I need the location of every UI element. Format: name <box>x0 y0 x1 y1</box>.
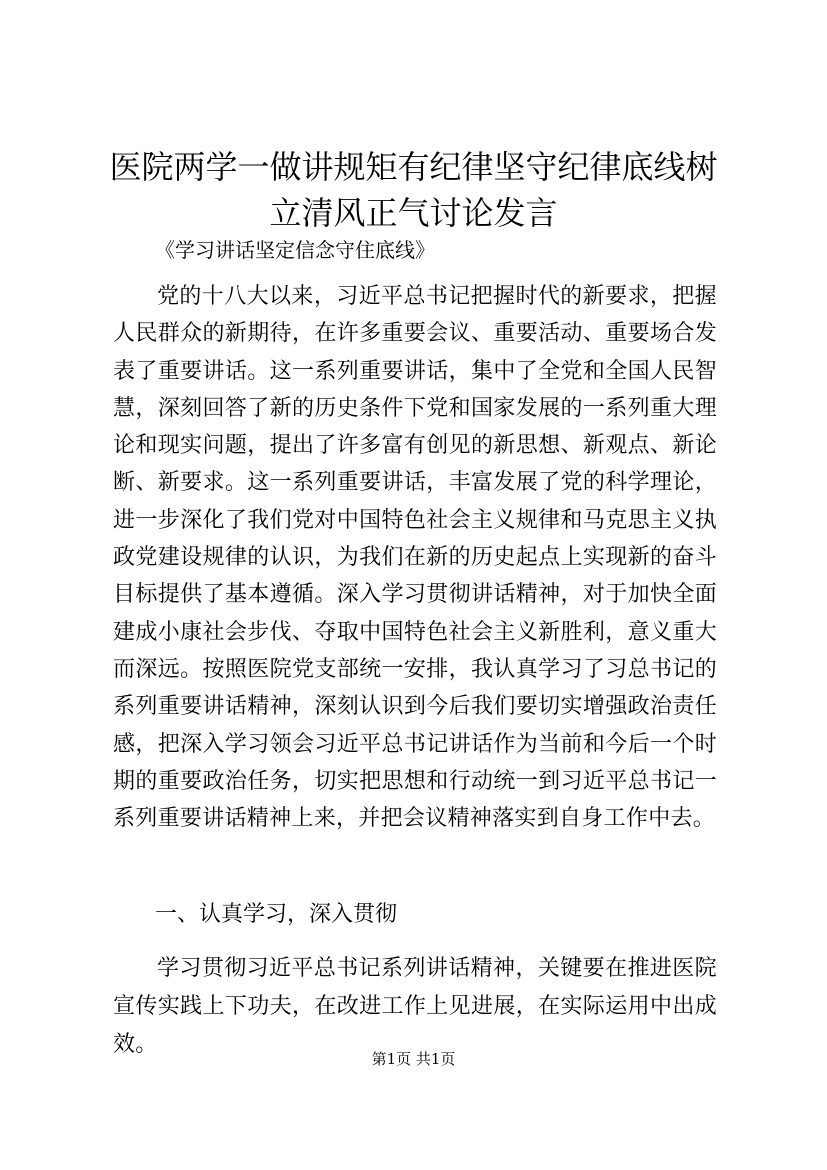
paragraph-1: 党的十八大以来，习近平总书记把握时代的新要求，把握人民群众的新期待，在许多重要会议、重要活动、重要场合发表了重要讲话。这一系列重要讲话，集中了全党和全国人民智慧，深刻回答了新的历史条件下党和国家发展的一系列重大理论和现实问题，提出了许多富有创见的新思想、新观点、新论断、新要求。这一系列重要讲话，丰富发展了党的科学理论，进一步深化了我们党对中国特色社会主义规律和马克思主义执政党建设规律的认识，为我们在新的历史起点上实现新的奋斗目标提供了基本遵循。深入学习贯彻讲话精神，对于加快全面建成小康社会步伐、夺取中国特色社会主义新胜利，意义重大而深远。按照医院党支部统一安排，我认真学习了习总书记的系列重要讲话精神，深刻认识到今后我们要切实增强政治责任感，把深入学习领会习近平总书记讲话作为当前和今后一个时期的重要政治任务，切实把思想和行动统一到习近平总书记一系列重要讲话精神上来，并把会议精神落实到自身工作中去。 <box>113 284 717 832</box>
document-title: 医院两学一做讲规矩有纪律坚守纪律底线树立清风正气讨论发言 <box>109 148 718 232</box>
body-section-intro <box>113 278 717 837</box>
section-heading-1: 一、认真学习，深入贯彻 <box>155 902 398 927</box>
body-section-1 <box>113 950 717 1064</box>
paragraph-2: 学习贯彻习近平总书记系列讲话精神，关键要在推进医院宣传实践上下功夫，在改进工作上见进展，在实际运用中出成效。 <box>113 956 717 1057</box>
page-footer: 第1页 共1页 <box>371 1050 456 1068</box>
document-subtitle: 《学习讲话坚定信念守住底线》 <box>155 238 435 262</box>
